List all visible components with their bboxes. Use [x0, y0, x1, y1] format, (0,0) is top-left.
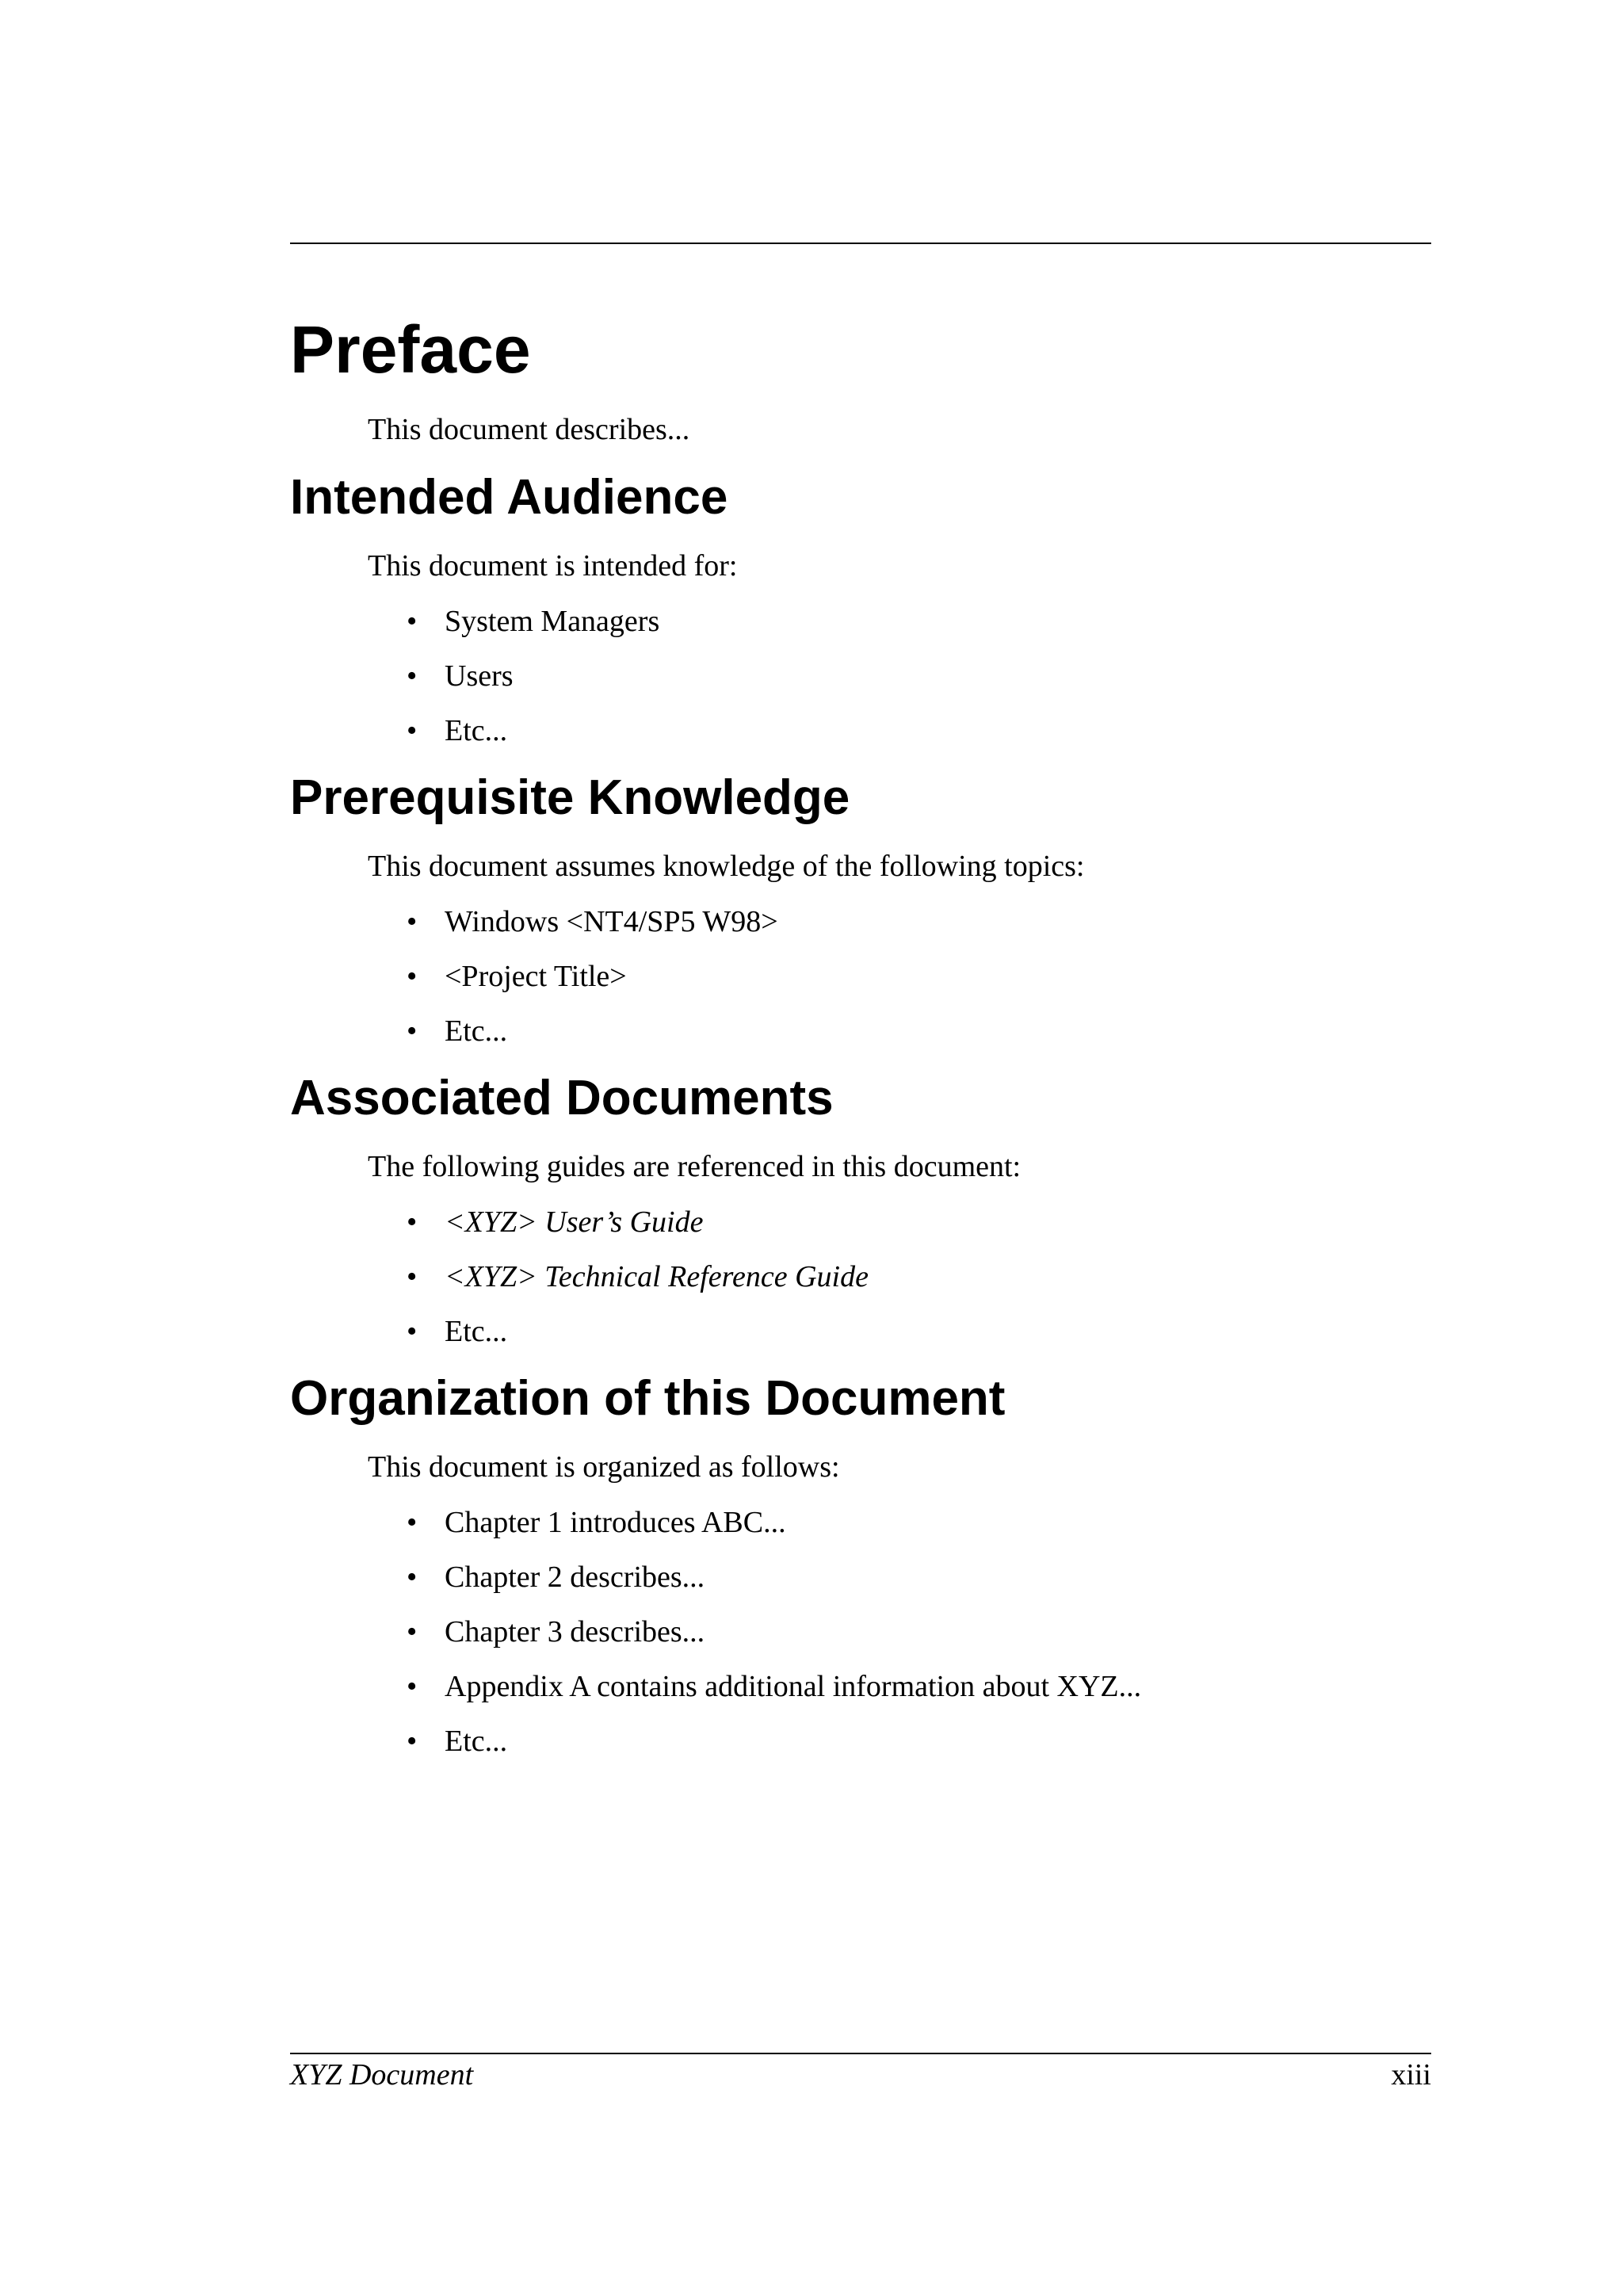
bullet-icon: • [407, 1725, 418, 1758]
page-title: Preface [290, 312, 531, 387]
bullet-icon: • [407, 1615, 418, 1648]
list-item: • Windows <NT4/SP5 W98> [445, 903, 1431, 941]
bullet-icon: • [407, 1014, 418, 1048]
list-item: • Chapter 2 describes... [445, 1558, 1431, 1596]
header-rule [290, 243, 1431, 244]
bullet-list [290, 602, 1431, 750]
list-item: • <Project Title> [445, 957, 1431, 995]
list-item: • Etc... [445, 1722, 1431, 1760]
section-lead: The following guides are referenced in this document: [368, 1150, 1022, 1183]
section-heading-prerequisite-knowledge: Prerequisite Knowledge [290, 770, 850, 825]
bullet-icon: • [407, 605, 418, 638]
list-item: • Etc... [445, 1012, 1431, 1050]
list-item: • Etc... [445, 712, 1431, 750]
bullet-list [290, 1503, 1431, 1760]
section-heading-intended-audience: Intended Audience [290, 470, 728, 525]
list-item: • <XYZ> Technical Reference Guide [445, 1258, 1431, 1296]
bullet-icon: • [407, 659, 418, 693]
list-item: • Appendix A contains additional information about XYZ... [445, 1668, 1431, 1706]
section-heading-organization: Organization of this Document [290, 1371, 1006, 1426]
list-item: • System Managers [445, 602, 1431, 640]
bullet-icon: • [407, 960, 418, 993]
list-item: • Users [445, 657, 1431, 695]
list-item: • Etc... [445, 1312, 1431, 1350]
bullet-icon: • [407, 1260, 418, 1293]
bullet-icon: • [407, 714, 418, 747]
bullet-icon: • [407, 1205, 418, 1239]
section-lead: This document assumes knowledge of the following topics: [368, 850, 1085, 883]
intro-paragraph: This document describes... [368, 413, 690, 446]
bullet-icon: • [407, 1506, 418, 1539]
list-item: • Chapter 3 describes... [445, 1613, 1431, 1651]
bullet-list [290, 903, 1431, 1050]
section-heading-associated-documents: Associated Documents [290, 1071, 834, 1125]
footer-rule [290, 2053, 1431, 2054]
section-lead: This document is organized as follows: [368, 1450, 840, 1484]
page-number: xiii [1391, 2058, 1431, 2092]
bullet-icon: • [407, 1315, 418, 1348]
bullet-icon: • [407, 1670, 418, 1703]
bullet-icon: • [407, 1561, 418, 1594]
list-item: • <XYZ> User’s Guide [445, 1203, 1431, 1241]
bullet-list [290, 1203, 1431, 1350]
bullet-icon: • [407, 905, 418, 938]
page-content [290, 306, 1431, 1777]
list-item: • Chapter 1 introduces ABC... [445, 1503, 1431, 1541]
section-lead: This document is intended for: [368, 549, 738, 583]
footer-document-title: XYZ Document [290, 2058, 474, 2092]
